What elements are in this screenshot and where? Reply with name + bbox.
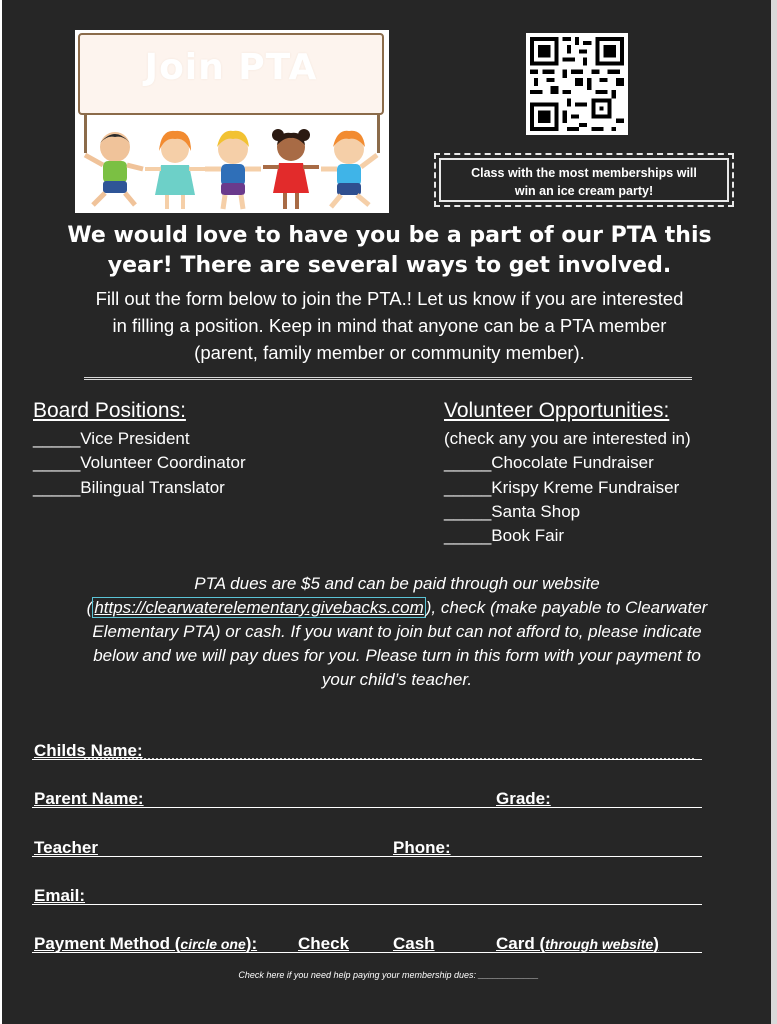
board-positions-list <box>33 427 246 500</box>
payment-option-cash[interactable]: Cash <box>393 934 435 953</box>
volunteer-opportunities-list <box>444 427 691 548</box>
teacher-line[interactable] <box>32 856 702 857</box>
intro-line-2: in filling a position. Keep in mind that anyone can be a PTA member <box>112 315 667 336</box>
volunteer-item-chocolate-fundraiser[interactable]: _____Chocolate Fundraiser <box>444 453 654 473</box>
payment-label-text: Payment Method ( <box>34 934 181 953</box>
qr-code[interactable] <box>526 33 628 135</box>
dues-paragraph <box>27 572 767 692</box>
badge-line-1: Class with the most memberships will <box>471 166 697 180</box>
parent-name-label: Parent Name: <box>34 789 144 808</box>
kid-4 <box>263 129 319 209</box>
headline-line-2: year! There are several ways to get involved. <box>107 253 672 278</box>
dues-line-5: your child’s teacher. <box>321 670 473 689</box>
payment-line <box>32 952 702 953</box>
board-item-volunteer-coordinator[interactable]: _____Volunteer Coordinator <box>33 453 246 473</box>
dues-after-link: ), check (make payable to Clearwater <box>425 598 708 617</box>
payment-method-label <box>34 934 257 954</box>
banner-sign <box>78 33 384 115</box>
badge-text <box>444 164 724 200</box>
parent-name-line[interactable] <box>32 807 702 808</box>
grade-label: Grade: <box>496 789 551 808</box>
payment-option-card[interactable] <box>496 934 659 954</box>
child-name-underline <box>32 759 702 760</box>
volunteer-item-santa-shop[interactable]: _____Santa Shop <box>444 501 581 521</box>
email-label: Email: <box>34 886 86 905</box>
headline <box>22 221 757 281</box>
volunteer-item-krispy-kreme-fundraiser[interactable]: _____Krispy Kreme Fundraiser <box>444 477 680 497</box>
dues-line-4: below and we will pay dues for you. Please turn in this form with your payment to <box>93 646 701 665</box>
kid-2 <box>145 131 205 209</box>
teacher-label: Teacher <box>34 838 98 857</box>
website-link[interactable]: https://clearwaterelementary.givebacks.com <box>94 598 424 617</box>
board-positions-title: Board Positions: <box>33 399 186 422</box>
email-line[interactable] <box>32 904 702 905</box>
dues-open-paren: ( <box>86 598 93 617</box>
badge-line-2: win an ice cream party! <box>514 184 654 198</box>
help-paying-note[interactable]: Check here if you need help paying your membership dues: ____________ <box>238 970 539 980</box>
intro-paragraph <box>32 285 747 366</box>
page-edge <box>771 0 777 1024</box>
intro-line-1: Fill out the form below to join the PTA.! Let us know if you are interested <box>95 288 684 309</box>
volunteer-opportunities-title: Volunteer Opportunities: <box>444 399 670 422</box>
ice-cream-party-badge <box>434 153 734 207</box>
volunteer-subtitle: (check any you are interested in) <box>444 429 691 448</box>
dues-line-3: Elementary PTA) or cash. If you want to join but can not afford to, please indicate <box>92 622 702 641</box>
dues-line-1: PTA dues are $5 and can be paid through our website <box>194 574 600 593</box>
card-text: Card ( <box>496 934 546 953</box>
board-item-vice-president[interactable]: _____Vice President <box>33 429 190 448</box>
headline-line-1: We would love to have you be a part of our PTA this <box>67 223 712 248</box>
circle-one-text: circle one <box>180 936 246 952</box>
volunteer-item-book-fair[interactable]: _____Book Fair <box>444 526 565 546</box>
kid-3 <box>205 131 261 209</box>
card-close-paren: ) <box>653 934 659 953</box>
banner-sign-text: Join PTA <box>144 47 318 88</box>
board-item-bilingual-translator[interactable]: _____Bilingual Translator <box>33 477 225 497</box>
section-divider <box>84 377 692 380</box>
payment-colon: ): <box>245 934 258 953</box>
intro-line-3: (parent, family member or community member). <box>194 342 585 363</box>
through-website-text: through website <box>545 936 654 952</box>
phone-label: Phone: <box>393 838 451 857</box>
payment-option-check[interactable]: Check <box>298 934 350 953</box>
kid-1 <box>85 132 143 205</box>
dues-line-2 <box>27 596 767 620</box>
child-name-label: Childs Name: <box>34 741 143 760</box>
flyer-page <box>2 0 771 1024</box>
join-pta-banner <box>75 30 389 213</box>
kid-5 <box>321 131 377 207</box>
kids-illustration <box>75 125 389 213</box>
